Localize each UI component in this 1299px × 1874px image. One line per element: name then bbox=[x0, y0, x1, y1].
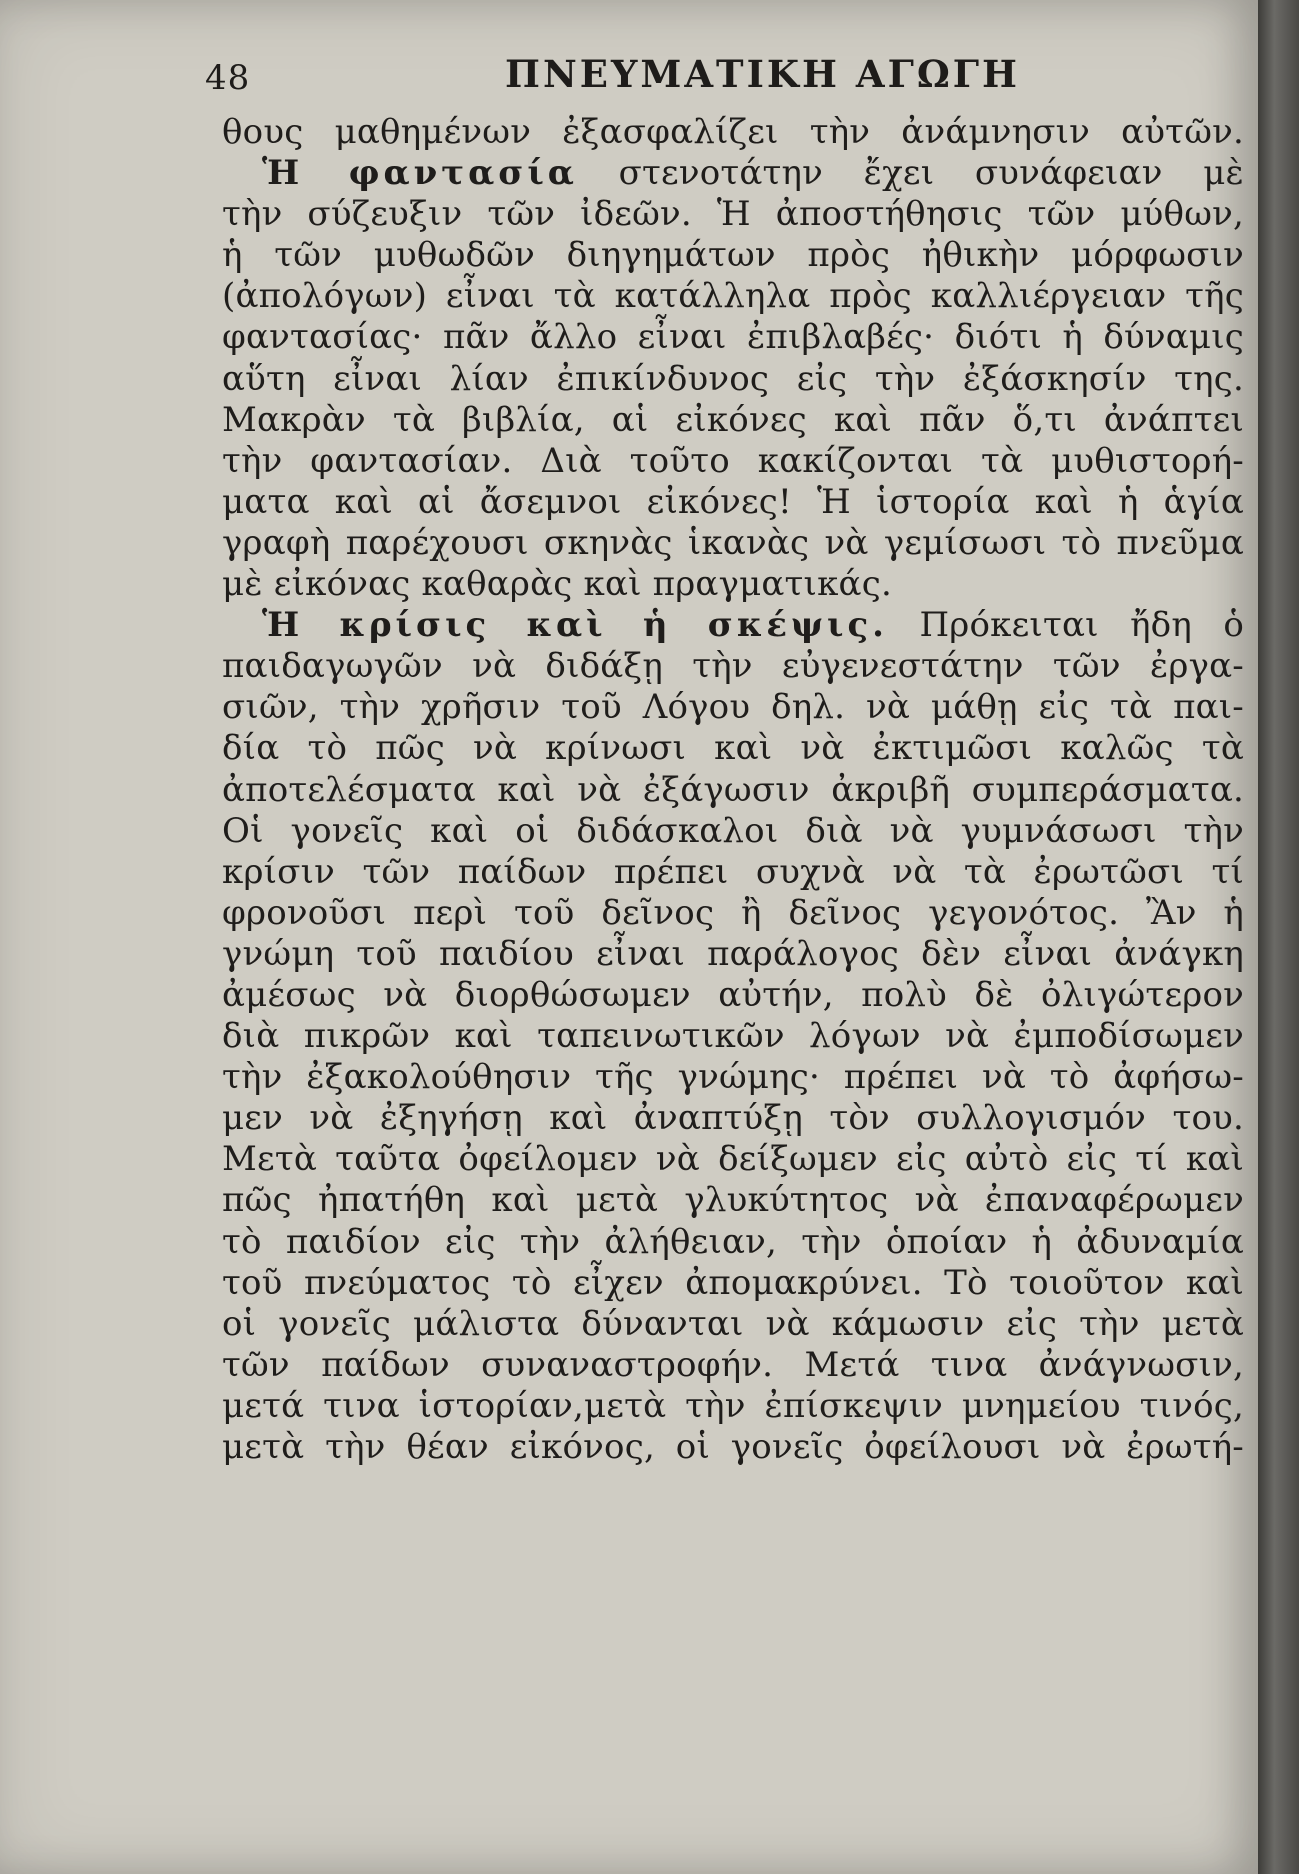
text-line: οἱ γονεῖς μάλιστα δύνανται νὰ κάμωσιν εἰς τὴν μετὰ bbox=[222, 1303, 1244, 1344]
text-line: φρονοῦσι περὶ τοῦ δεῖνος ἢ δεῖνος γεγονότος. Ἂν ἡ bbox=[222, 892, 1244, 933]
text-line: γνώμη τοῦ παιδίου εἶναι παράλογος δὲν εἶναι ἀνάγκη bbox=[222, 933, 1244, 974]
text-line: τοῦ πνεύματος τὸ εἶχεν ἀπομακρύνει. Τὸ τοιοῦτον καὶ bbox=[222, 1262, 1244, 1303]
text-line: Μετὰ ταῦτα ὀφείλομεν νὰ δείξωμεν εἰς αὐτὸ εἰς τί καὶ bbox=[222, 1139, 1244, 1180]
body-text bbox=[222, 112, 1244, 1468]
text-line bbox=[222, 153, 1244, 194]
section-heading-judgment: Ἡ κρίσις καὶ ἡ σκέψις. bbox=[262, 605, 889, 646]
text-line: μετά τινα ἱστορίαν,μετὰ τὴν ἐπίσκεψιν μνημείου τινός, bbox=[222, 1385, 1244, 1426]
text-line: δία τὸ πῶς νὰ κρίνωσι καὶ νὰ ἐκτιμῶσι καλῶς τὰ bbox=[222, 728, 1244, 769]
page-edge-shadow bbox=[1258, 0, 1299, 1874]
text-line: Οἱ γονεῖς καὶ οἱ διδάσκαλοι διὰ νὰ γυμνάσωσι τὴν bbox=[222, 810, 1244, 851]
section-heading-imagination: Ἡ φαντασία bbox=[262, 153, 578, 194]
text-line: τὴν ἐξακολούθησιν τῆς γνώμης· πρέπει νὰ τὸ ἀφήσω- bbox=[222, 1057, 1244, 1098]
text-line: φαντασίας· πᾶν ἄλλο εἶναι ἐπιβλαβές· διότι ἡ δύναμις bbox=[222, 317, 1244, 358]
text-run: Πρόκειται ἤδη ὁ bbox=[888, 605, 1244, 646]
page-number: 48 bbox=[205, 58, 251, 98]
page-header bbox=[205, 48, 1245, 108]
text-line: ἡ τῶν μυθωδῶν διηγημάτων πρὸς ἠθικὴν μόρφωσιν bbox=[222, 235, 1244, 276]
text-line: τὴν σύζευξιν τῶν ἰδεῶν. Ἡ ἀποστήθησις τῶν μύθων, bbox=[222, 194, 1244, 235]
text-line: (ἀπολόγων) εἶναι τὰ κατάλληλα πρὸς καλλιέργειαν τῆς bbox=[222, 276, 1244, 317]
text-line: κρίσιν τῶν παίδων πρέπει συχνὰ νὰ τὰ ἐρωτῶσι τί bbox=[222, 851, 1244, 892]
text-line: ἀμέσως νὰ διορθώσωμεν αὐτήν, πολὺ δὲ ὀλιγώτερον bbox=[222, 974, 1244, 1015]
text-line: ματα καὶ αἱ ἄσεμνοι εἰκόνες! Ἡ ἱστορία καὶ ἡ ἁγία bbox=[222, 481, 1244, 522]
text-line: τὸ παιδίον εἰς τὴν ἀλήθειαν, τὴν ὁποίαν ἡ ἀδυναμία bbox=[222, 1221, 1244, 1262]
text-line: γραφὴ παρέχουσι σκηνὰς ἱκανὰς νὰ γεμίσωσι τὸ πνεῦμα bbox=[222, 522, 1244, 563]
text-run: στενοτάτην ἔχει συνάφειαν μὲ bbox=[577, 153, 1244, 194]
text-line: θους μαθημένων ἐξασφαλίζει τὴν ἀνάμνησιν αὐτῶν. bbox=[222, 112, 1244, 152]
text-line: μετὰ τὴν θέαν εἰκόνος, οἱ γονεῖς ὀφείλουσι νὰ ἐρωτή- bbox=[222, 1427, 1244, 1467]
text-line: διὰ πικρῶν καὶ ταπεινωτικῶν λόγων νὰ ἐμποδίσωμεν bbox=[222, 1016, 1244, 1057]
text-line: μὲ εἰκόνας καθαρὰς καὶ πραγματικάς. bbox=[222, 564, 892, 605]
text-line: Μακρὰν τὰ βιβλία, αἱ εἰκόνες καὶ πᾶν ὅ,τι ἀνάπτει bbox=[222, 399, 1244, 440]
running-title: ΠΝΕΥΜΑΤΙΚΗ ΑΓΩΓΗ bbox=[505, 52, 1021, 96]
text-line: αὕτη εἶναι λίαν ἐπικίνδυνος εἰς τὴν ἐξάσκησίν της. bbox=[222, 358, 1244, 399]
text-line: παιδαγωγῶν νὰ διδάξῃ τὴν εὐγενεστάτην τῶν ἐργα- bbox=[222, 646, 1244, 687]
text-line: σιῶν, τὴν χρῆσιν τοῦ Λόγου δηλ. νὰ μάθῃ εἰς τὰ παι- bbox=[222, 687, 1244, 728]
text-line: τῶν παίδων συναναστροφήν. Μετά τινα ἀνάγνωσιν, bbox=[222, 1344, 1244, 1385]
text-line: μεν νὰ ἐξηγήσῃ καὶ ἀναπτύξῃ τὸν συλλογισμόν του. bbox=[222, 1098, 1244, 1139]
text-line bbox=[222, 605, 1244, 646]
text-line: τὴν φαντασίαν. Διὰ τοῦτο κακίζονται τὰ μυθιστορή- bbox=[222, 440, 1244, 481]
text-line: πῶς ἠπατήθη καὶ μετὰ γλυκύτητος νὰ ἐπαναφέρωμεν bbox=[222, 1180, 1244, 1221]
text-line: ἀποτελέσματα καὶ νὰ ἐξάγωσιν ἀκριβῆ συμπεράσματα. bbox=[222, 769, 1244, 810]
